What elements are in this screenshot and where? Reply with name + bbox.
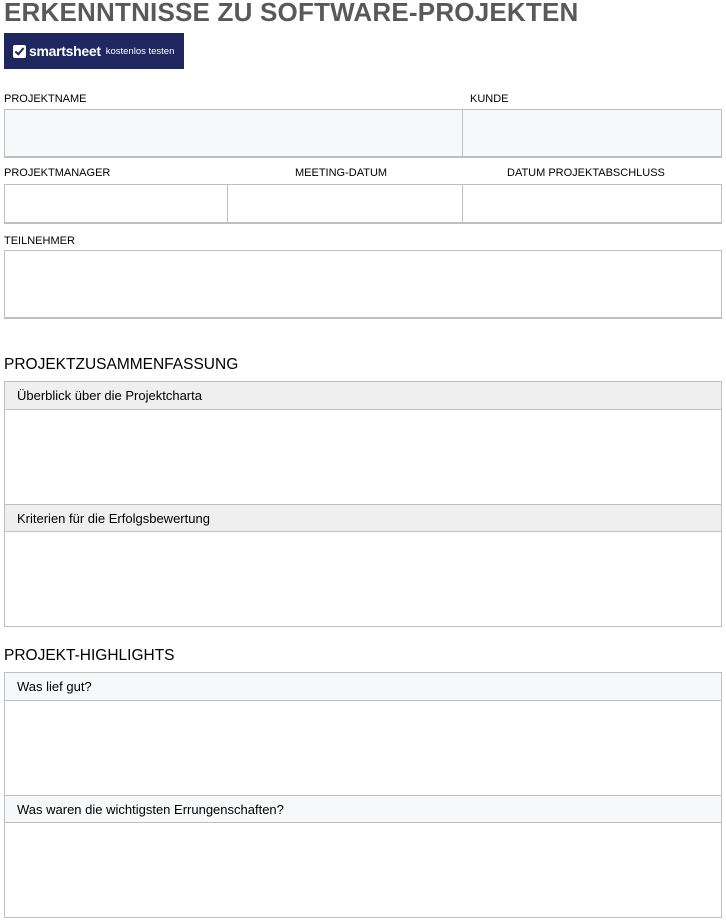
participants-label: TEILNEHMER bbox=[4, 235, 75, 247]
went-well-text-area[interactable] bbox=[5, 701, 721, 795]
document-title: ERKENNTNISSE ZU SOFTWARE-PROJEKTEN bbox=[4, 0, 579, 27]
meeting-date-field[interactable] bbox=[227, 184, 463, 224]
smartsheet-check-icon bbox=[13, 45, 26, 58]
went-well-heading: Was lief gut? bbox=[5, 673, 721, 701]
summary-box bbox=[4, 381, 722, 627]
project-name-label: PROJEKTNAME bbox=[4, 93, 87, 105]
meeting-date-label: MEETING-DATUM bbox=[295, 167, 388, 179]
logo-brand: smartsheet bbox=[29, 43, 101, 59]
charter-heading: Überblick über die Projektcharta bbox=[5, 382, 721, 410]
summary-section-title: PROJEKTZUSAMMENFASSUNG bbox=[4, 356, 239, 373]
participants-field[interactable] bbox=[4, 250, 722, 319]
client-label: KUNDE bbox=[470, 93, 509, 105]
highlights-section-title: PROJEKT-HIGHLIGHTS bbox=[4, 647, 175, 664]
criteria-text-area[interactable] bbox=[5, 532, 721, 626]
project-manager-label: PROJEKTMANAGER bbox=[4, 167, 111, 179]
project-name-field[interactable] bbox=[4, 109, 463, 158]
smartsheet-logo-button[interactable] bbox=[4, 33, 184, 69]
logo-cta: kostenlos testen bbox=[105, 45, 175, 57]
highlights-box bbox=[4, 672, 722, 918]
project-manager-field[interactable] bbox=[4, 184, 228, 224]
charter-text-area[interactable] bbox=[5, 410, 721, 504]
completion-date-field[interactable] bbox=[462, 184, 722, 224]
achievements-heading: Was waren die wichtigsten Errungenschaften? bbox=[5, 795, 721, 823]
client-field[interactable] bbox=[462, 109, 722, 158]
completion-date-label: DATUM PROJEKTABSCHLUSS bbox=[507, 167, 665, 179]
criteria-heading: Kriterien für die Erfolgsbewertung bbox=[5, 504, 721, 532]
achievements-text-area[interactable] bbox=[5, 823, 721, 917]
